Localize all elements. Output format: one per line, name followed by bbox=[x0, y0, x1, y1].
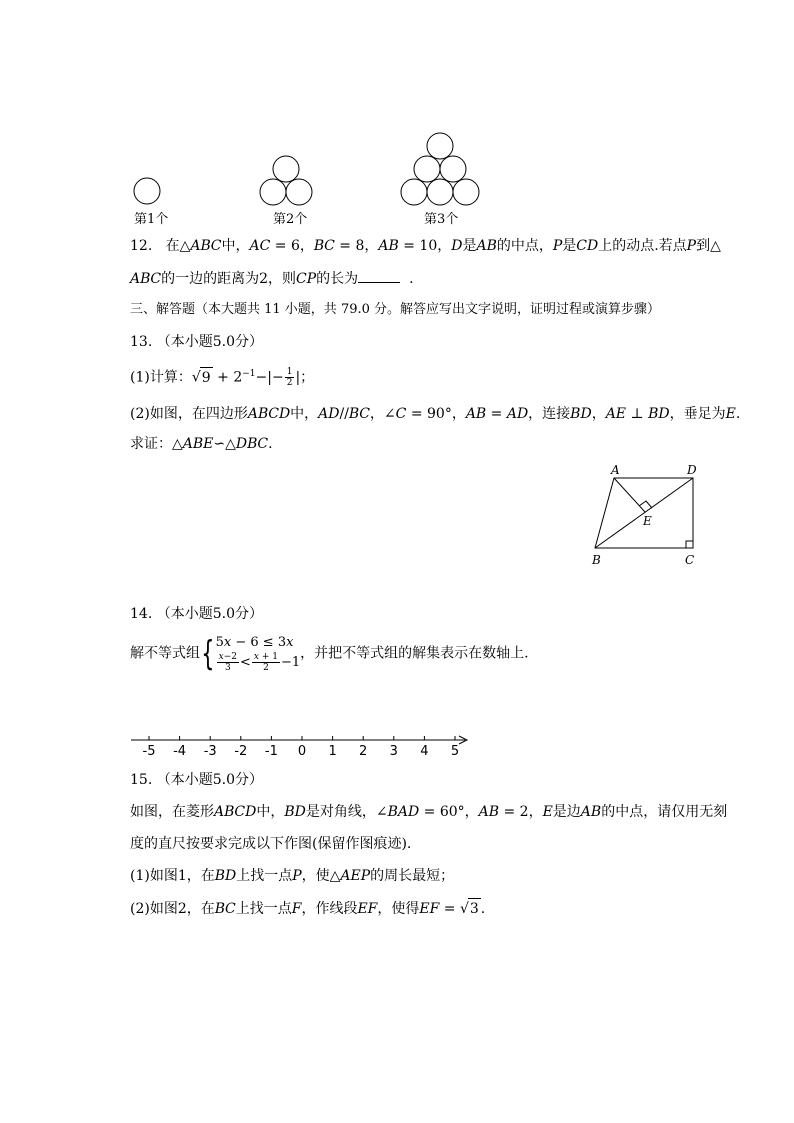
q12-text-2: 𝐴𝐵𝐶的一边的距离为2，则𝐶𝑃的长为 bbox=[130, 271, 359, 287]
label-b: B bbox=[592, 553, 601, 567]
pattern-circle bbox=[427, 179, 453, 205]
label-e: E bbox=[643, 514, 652, 528]
pattern-caption-1: 第1个 bbox=[134, 212, 169, 227]
pattern-circle bbox=[273, 156, 299, 182]
q13-abs-close: |； bbox=[295, 369, 315, 386]
q12-line2 bbox=[130, 268, 414, 289]
sqrt-sign: √ bbox=[459, 901, 469, 917]
q13-plus-two: + 2 bbox=[212, 369, 243, 386]
q12-line1 bbox=[130, 236, 721, 256]
q15-line1: 如图，在菱形𝐴𝐵𝐶𝐷中，𝐵𝐷是对角线，∠𝐵𝐴𝐷 = 60°，𝐴𝐵 = 2，𝐸是边𝐴𝐵的中点，请仅用无刻 bbox=[130, 804, 728, 820]
ineq2-right-num: 𝑥 + 1 bbox=[253, 652, 278, 662]
label-d: D bbox=[687, 463, 697, 477]
pattern-caption-2: 第2个 bbox=[273, 212, 308, 227]
q12-number: 12. bbox=[130, 238, 153, 254]
label-a: A bbox=[611, 463, 620, 477]
q13-part2-line2: 求证：△𝐴𝐵𝐸∽△𝐷𝐵𝐶. bbox=[130, 436, 273, 452]
q13-abs-open: −|− bbox=[255, 369, 284, 386]
ineq2-tail: −1 bbox=[280, 655, 301, 670]
q13-frac-num: 1 bbox=[286, 367, 293, 378]
tick-label: 5 bbox=[450, 744, 460, 759]
q14-post: ，并把不等式组的解集表示在数轴上. bbox=[300, 645, 529, 662]
q12-period: . bbox=[409, 271, 414, 287]
ineq2-right-den: 2 bbox=[263, 663, 269, 673]
inequality-system bbox=[216, 634, 301, 673]
quadrilateral-figure bbox=[585, 460, 705, 570]
label-c: C bbox=[685, 553, 695, 567]
q15-part2 bbox=[130, 898, 485, 919]
tick-label: 1 bbox=[328, 744, 337, 759]
q15-header: 15. （本小题5.0分） bbox=[130, 772, 263, 788]
pattern-circle bbox=[440, 156, 466, 182]
pattern-caption-3: 第3个 bbox=[424, 212, 459, 227]
q13-sqrt-radicand: 9 bbox=[200, 367, 213, 388]
q13-part1 bbox=[130, 364, 314, 388]
q15-part2-text: (2)如图2，在𝐵𝐶上找一点𝐹，作线段𝐸𝐹，使得𝐸𝐹 = bbox=[130, 901, 460, 917]
system-brace: { bbox=[201, 633, 215, 674]
pattern-circle bbox=[453, 179, 479, 205]
q12-text-1: 在△𝐴𝐵𝐶中，𝐴𝐶 = 6，𝐵𝐶 = 8，𝐴𝐵 = 10，𝐷是𝐴𝐵的中点，𝑃是𝐶𝐷上的动点.若点𝑃到△ bbox=[165, 238, 721, 254]
pattern-circle bbox=[260, 179, 286, 205]
pattern-circle bbox=[414, 156, 440, 182]
ineq2-lt: < bbox=[239, 655, 251, 670]
q13-frac-den: 2 bbox=[286, 378, 293, 389]
ineq2-left-num: 𝑥−2 bbox=[218, 652, 237, 662]
tick-label: 3 bbox=[389, 744, 398, 759]
ineq2-left-den: 3 bbox=[224, 663, 231, 673]
right-angle-mark-c bbox=[686, 541, 693, 548]
tick-label: 2 bbox=[359, 744, 368, 759]
inequality-1: 5𝑥 − 6 ≤ 3𝑥 bbox=[215, 635, 294, 650]
q15-sqrt-radicand: 3 bbox=[468, 898, 481, 919]
pattern-circle bbox=[427, 133, 453, 159]
q13-header: 13. （本小题5.0分） bbox=[130, 334, 263, 350]
pattern-circle bbox=[134, 178, 160, 204]
perpendicular-ae bbox=[614, 478, 645, 512]
tick-label: -1 bbox=[264, 744, 278, 759]
q13-exponent: −1 bbox=[242, 369, 256, 379]
pattern-circle bbox=[286, 179, 312, 205]
inequality-2 bbox=[216, 652, 301, 673]
answer-blank[interactable] bbox=[358, 268, 400, 283]
q15-part1: (1)如图1，在𝐵𝐷上找一点𝑃，使△𝐴𝐸𝑃的周长最短； bbox=[130, 868, 455, 884]
sqrt-sign: √ bbox=[191, 369, 201, 386]
diagonal-bd bbox=[595, 478, 693, 548]
q15-line2: 度的直尺按要求完成以下作图(保留作图痕迹). bbox=[130, 836, 412, 852]
q14-body bbox=[130, 634, 529, 673]
q14-lead: 解不等式组 bbox=[130, 645, 200, 662]
q13-part2-line1: (2)如图，在四边形𝐴𝐵𝐶𝐷中，𝐴𝐷//𝐵𝐶，∠𝐶 = 90°，𝐴𝐵 = 𝐴𝐷，连接𝐵𝐷，𝐴𝐸 ⊥ 𝐵𝐷，垂足为𝐸. bbox=[130, 406, 741, 422]
tick-label: -3 bbox=[203, 744, 217, 759]
circle-pattern-figure bbox=[120, 125, 500, 215]
section-3-heading: 三、解答题（本大题共 11 小题，共 79.0 分。解答应写出文字说明，证明过程或演算步骤） bbox=[130, 302, 661, 317]
q13-part1-lead: (1)计算： bbox=[130, 369, 192, 386]
tick-label: 0 bbox=[297, 744, 307, 759]
q13-fraction bbox=[285, 367, 295, 388]
tick-label: 4 bbox=[420, 744, 429, 759]
pattern-circle bbox=[401, 179, 427, 205]
tick-label: -5 bbox=[142, 744, 156, 759]
tick-label: -4 bbox=[173, 744, 187, 759]
ineq2-right-frac bbox=[252, 652, 280, 673]
q14-header: 14. （本小题5.0分） bbox=[130, 606, 263, 622]
q15-part2-period: . bbox=[480, 901, 486, 917]
tick-label: -2 bbox=[234, 744, 248, 759]
ineq2-left-frac bbox=[217, 652, 239, 673]
